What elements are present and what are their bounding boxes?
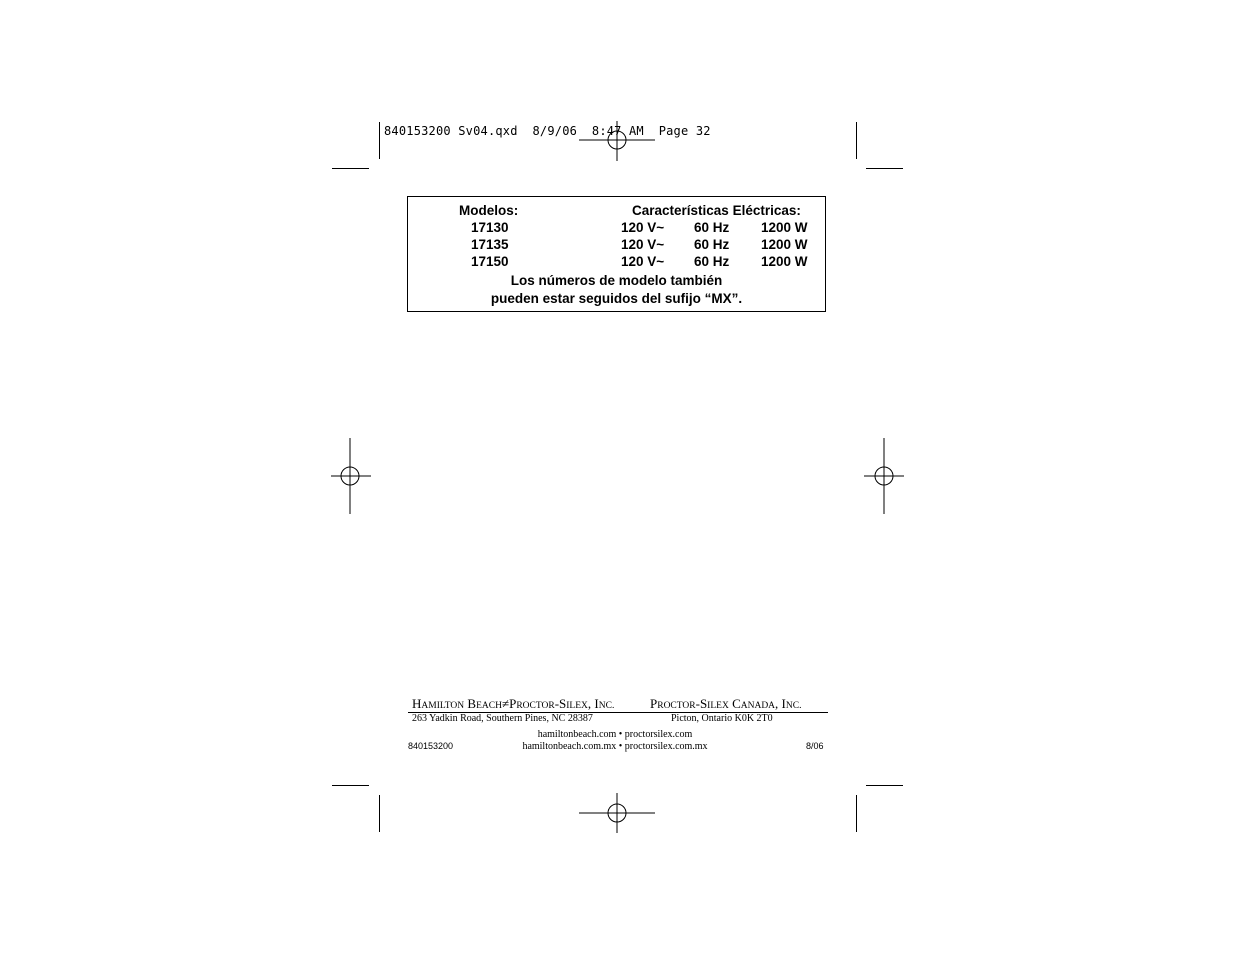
registration-mark-right-icon (864, 438, 904, 514)
crop-mark-bottom-left-horizontal (332, 785, 369, 786)
crop-mark-bottom-right-vertical (856, 795, 857, 832)
registration-mark-left-icon (331, 438, 371, 514)
website-line-2: hamiltonbeach.com.mx • proctorsilex.com.mx (522, 741, 708, 752)
brand-proctor-silex-canada: PROCTOR-SILEX CANADA, INC. (650, 696, 802, 711)
power-value: 1200 W (761, 220, 808, 235)
model-number: 17130 (471, 220, 509, 235)
frequency-value: 60 Hz (694, 220, 730, 235)
crop-mark-top-left-horizontal (332, 168, 369, 169)
file-slug-line: 840153200 Sv04.qxd 8/9/06 8:47 AM Page 32 (384, 124, 711, 138)
registration-mark-bottom-icon (579, 793, 655, 833)
address-canada: Picton, Ontario K0K 2T0 (671, 713, 773, 724)
brand-separator-icon: ≠ (501, 696, 510, 711)
model-number: 17135 (471, 237, 509, 252)
model-number: 17150 (471, 254, 509, 269)
crop-mark-bottom-right-horizontal (866, 785, 903, 786)
brand-hamilton-beach-proctor-silex: HAMILTON BEACH≠PROCTOR-SILEX, INC. (412, 696, 615, 711)
crop-mark-top-right-horizontal (866, 168, 903, 169)
crop-mark-bottom-left-vertical (379, 795, 380, 832)
power-value: 1200 W (761, 254, 808, 269)
electrical-header: Características Eléctricas: (632, 203, 801, 218)
frequency-value: 60 Hz (694, 254, 730, 269)
model-suffix-note-line-2: pueden estar seguidos del sufijo “MX”. (490, 291, 743, 306)
frequency-value: 60 Hz (694, 237, 730, 252)
voltage-value: 120 V~ (621, 237, 665, 252)
voltage-value: 120 V~ (621, 220, 665, 235)
part-number: 840153200 (408, 741, 454, 751)
crop-mark-top-right-vertical (856, 122, 857, 159)
website-line-1: hamiltonbeach.com • proctorsilex.com (537, 729, 693, 740)
crop-mark-top-left-vertical (379, 122, 380, 159)
electrical-specs-box (407, 196, 826, 312)
address-us: 263 Yadkin Road, Southern Pines, NC 28387 (412, 713, 593, 724)
date-code: 8/06 (806, 741, 824, 751)
model-suffix-note-line-1: Los números de modelo también (510, 273, 723, 288)
power-value: 1200 W (761, 237, 808, 252)
models-header: Modelos: (459, 203, 519, 218)
registration-mark-top-icon (579, 121, 655, 161)
voltage-value: 120 V~ (621, 254, 665, 269)
